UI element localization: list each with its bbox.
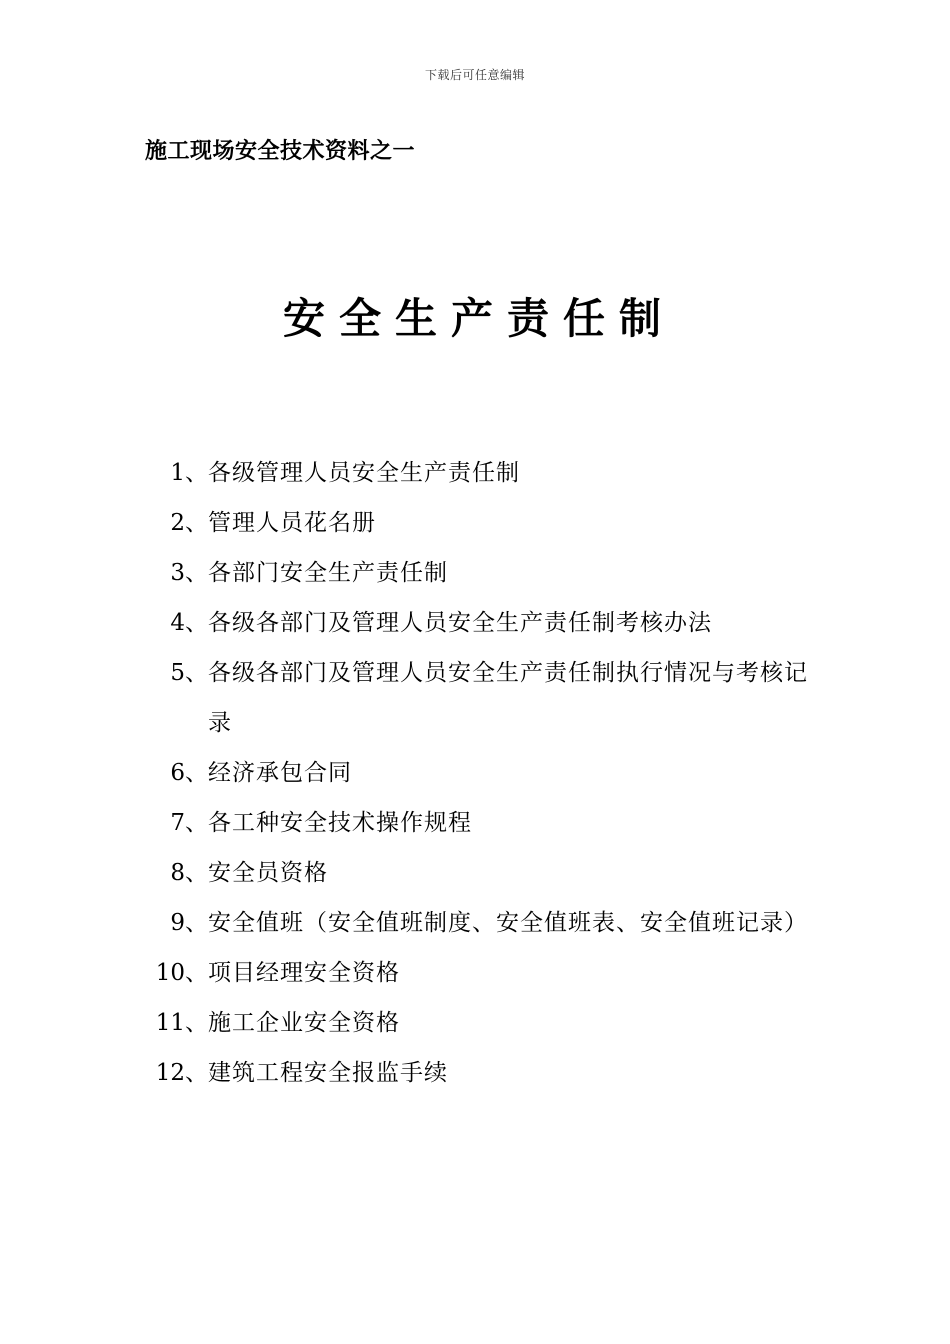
item-text: 安全员资格 [208,860,328,886]
item-text: 各工种安全技术操作规程 [208,810,472,836]
document-title: 安全生产责任制 [282,294,675,343]
list-item [140,548,820,598]
item-text: 施工企业安全资格 [208,1010,400,1036]
list-item [140,648,820,748]
item-text: 各级各部门及管理人员安全生产责任制考核办法 [208,610,712,636]
item-text: 安全值班（安全值班制度、安全值班表、安全值班记录） [208,910,808,936]
item-text: 管理人员花名册 [208,510,376,536]
list-item [140,1048,820,1098]
item-number: 3、 [170,560,208,586]
item-text: 建筑工程安全报监手续 [208,1060,448,1086]
item-text: 经济承包合同 [208,760,352,786]
item-number: 10、 [155,960,208,986]
item-text: 各级管理人员安全生产责任制 [208,460,520,486]
item-number: 2、 [170,510,208,536]
list-item [140,848,820,898]
item-text: 项目经理安全资格 [208,960,400,986]
item-text: 各级各部门及管理人员安全生产责任制执行情况与考核记录 [208,660,808,736]
list-item [140,748,820,798]
item-text: 各部门安全生产责任制 [208,560,448,586]
list-item [140,948,820,998]
list-item [140,898,820,948]
item-number: 7、 [170,810,208,836]
list-item [140,998,820,1048]
item-number: 5、 [170,660,208,686]
header-note: 下载后可任意编辑 [424,68,525,82]
item-number: 9、 [170,910,208,936]
item-number: 8、 [170,860,208,886]
item-number: 4、 [170,610,208,636]
document-subtitle: 施工现场安全技术资料之一 [145,138,416,164]
item-number: 11、 [155,1010,208,1036]
contents-list [140,448,820,1098]
list-item [140,598,820,648]
list-item [140,798,820,848]
item-number: 1、 [170,460,208,486]
item-number: 6、 [170,760,208,786]
list-item [140,498,820,548]
list-item [140,448,820,498]
item-number: 12、 [155,1060,208,1086]
